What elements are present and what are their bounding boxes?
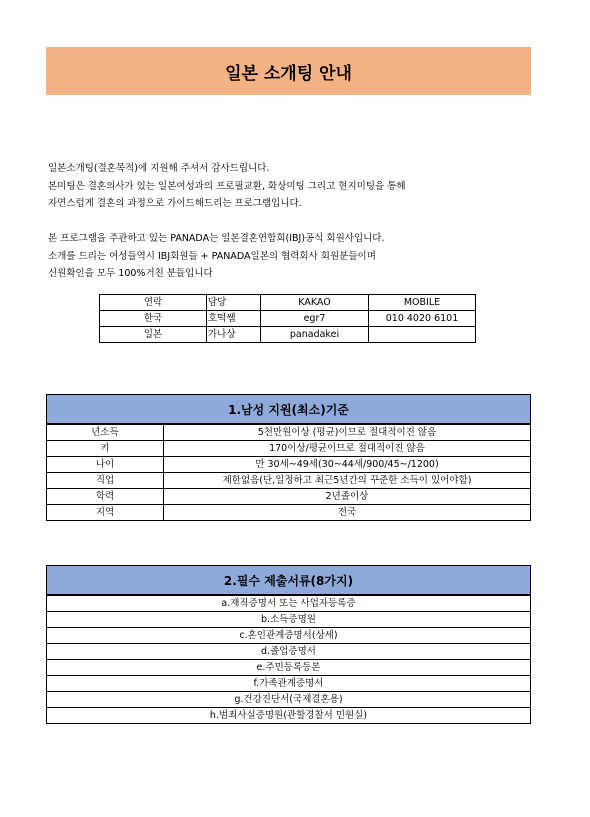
criteria-section [46,394,531,521]
intro-line: 일본소개팅(결혼목적)에 지원해 주셔서 감사드립니다. [48,163,270,174]
document-item: b.소득증명원 [47,612,531,628]
criteria-value: 5천만원이상 (평균)이므로 절대적이진 않음 [164,425,531,441]
criteria-label: 년소득 [47,425,164,441]
contact-cell [369,327,476,343]
document-item: g.건강진단서(국제결혼용) [47,692,531,708]
criteria-table [46,424,531,521]
table-row [47,660,531,676]
contact-cell: 한국 [100,311,207,327]
criteria-value: 제한없음(단,일정하고 최근5년간의 꾸준한 소득이 있어야함) [164,473,531,489]
table-row [47,676,531,692]
page-title-banner [46,47,531,95]
table-row [47,708,531,724]
criteria-value: 2년졸이상 [164,489,531,505]
document-item: f.가족관계증명서 [47,676,531,692]
table-row [47,596,531,612]
intro-text [48,160,548,283]
contact-row-japan [100,327,476,343]
document-item: c.혼인관계증명서(상세) [47,628,531,644]
criteria-label: 직업 [47,473,164,489]
intro-line: 신원확인을 모두 100%거친 분들입니다 [48,268,213,279]
table-row [47,489,531,505]
intro-line: 본 프로그램을 주관하고 있는 PANADA는 일본결혼연합회(IBJ)공식 회원사입니다. [48,233,385,244]
contact-cell: 일본 [100,327,207,343]
contact-header-cell: 연락 [100,295,207,311]
table-row [47,612,531,628]
table-row [47,441,531,457]
intro-line: 소개를 드리는 여성들역시 IBJ회원들 + PANADA일본의 협력회사 회원분들이며 [48,250,376,262]
section-header: 2.필수 제출서류(8가지) [46,565,531,595]
table-row [47,425,531,441]
contact-header-cell: KAKAO [261,295,369,311]
intro-line: 자연스럽게 결혼의 과정으로 가이드해드리는 프로그램입니다. [48,198,302,209]
criteria-label: 지역 [47,505,164,521]
contact-cell: 가나상 [207,327,261,343]
contact-cell: egr7 [261,311,369,327]
criteria-value: 전국 [164,505,531,521]
page-title: 일본 소개팅 안내 [225,63,352,84]
criteria-value: 170이상/평균이므로 절대적이진 않음 [164,441,531,457]
section-header: 1.남성 지원(최소)기준 [46,394,531,424]
document-item: a.재직증명서 또는 사업자등록증 [47,596,531,612]
criteria-label: 학력 [47,489,164,505]
contact-header-row [100,295,476,311]
contact-header-cell: 담당 [207,295,261,311]
documents-section [46,565,531,724]
documents-table [46,595,531,724]
contact-cell: 호떡쌤 [207,311,261,327]
table-row [47,628,531,644]
document-item: e.주민등록등본 [47,660,531,676]
table-row [47,473,531,489]
contact-table [99,294,476,343]
contact-header-cell: MOBILE [369,295,476,311]
table-row [47,505,531,521]
criteria-label: 키 [47,441,164,457]
table-row [47,692,531,708]
document-item: h.범죄사실증명원(관할경찰서 민원실) [47,708,531,724]
table-row [47,457,531,473]
contact-cell: panadakei [261,327,369,343]
document-item: d.졸업증명서 [47,644,531,660]
table-row [47,644,531,660]
contact-cell: 010 4020 6101 [369,311,476,327]
contact-row-korea [100,311,476,327]
intro-line: 본미팅은 결혼의사가 있는 일본여성과의 프로필교환, 화상미팅 그리고 현지미팅을 통해 [48,180,406,192]
criteria-label: 나이 [47,457,164,473]
criteria-value: 만 30세~49세(30~44세/900/45~/1200) [164,457,531,473]
